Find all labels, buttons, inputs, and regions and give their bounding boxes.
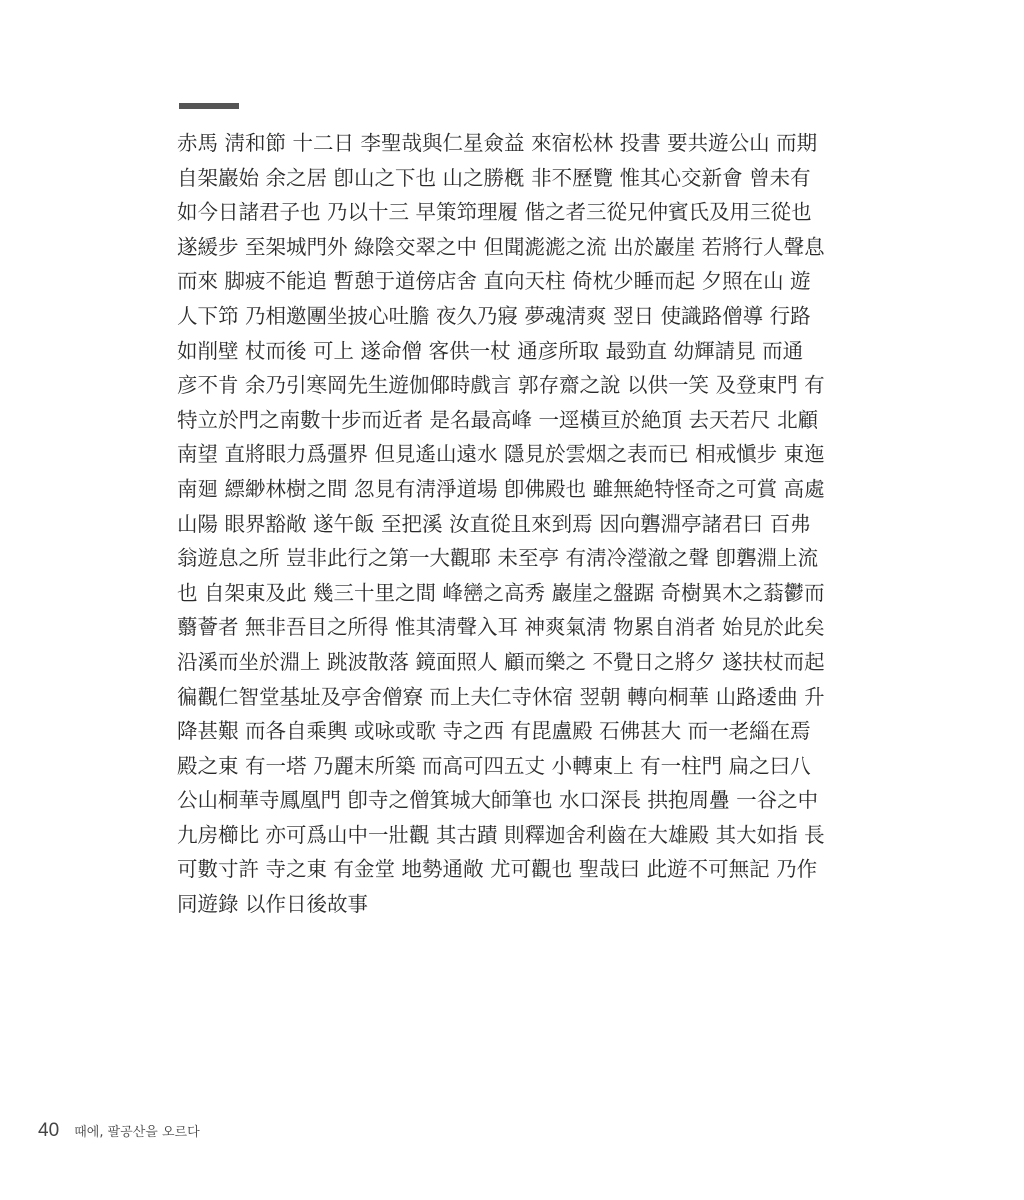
text-line: 如今日諸君子也 乃以十三 早策笻理履 偕之者三從兄仲賓氏及用三從也 [177,200,812,225]
text-line: 九房櫛比 亦可爲山中一壯觀 其古蹟 則釋迦舍利齒在大雄殿 其大如指 長 [177,822,825,847]
page-number: 40 [38,1120,60,1141]
section-rule [179,103,239,109]
text-line: 特立於門之南數十步而近者 是名最高峰 一逕橫亘於絶頂 去天若尺 北顧 [177,407,819,432]
text-line: 也 自架東及此 幾三十里之間 峰巒之高秀 巖崖之盤踞 奇樹異木之蓊鬱而 [177,580,825,605]
text-line: 遂緩步 至架城門外 綠陰交翠之中 但聞滮滮之流 出於巖崖 若將行人聲息 [177,234,825,259]
text-line: 徧觀仁智堂基址及亭舍僧寮 而上夫仁寺休宿 翌朝 轉向桐華 山路逶曲 升 [177,684,825,709]
text-line: 可數寸許 寺之東 有金堂 地勢通敞 尤可觀也 聖哉曰 此遊不可無記 乃作 [177,857,818,882]
text-line: 同遊錄 以作日後故事 [177,892,369,917]
classical-chinese-text [177,126,877,922]
text-line: 自架巖始 余之居 卽山之下也 山之勝槪 非不歷覽 惟其心交新會 曾未有 [177,165,811,190]
text-line: 人下笻 乃相邀團坐披心吐膽 夜久乃寢 夢魂淸爽 翌日 使識路僧導 行路 [177,303,811,328]
text-line: 南望 直將眼力爲彊界 但見遙山遠水 隱見於雲烟之表而已 相戒愼步 東迤 [177,442,825,467]
text-line: 公山桐華寺鳳凰門 卽寺之僧箕城大師筆也 水口深長 拱抱周疊 一谷之中 [177,788,819,813]
text-line: 蘙薈者 無非吾目之所得 惟其淸聲入耳 神爽氣淸 物累自消者 始見於此矣 [177,615,825,640]
page-footer [38,1119,200,1143]
text-line: 沿溪而坐於淵上 跳波散落 鏡面照人 顧而樂之 不覺日之將夕 遂扶杖而起 [177,649,825,674]
text-line: 殿之東 有一塔 乃麗末所築 而高可四五丈 小轉東上 有一柱門 扁之曰八 [177,753,811,778]
running-title: 때에, 팔공산을 오르다 [74,1125,200,1140]
text-line: 山陽 眼界豁敞 遂午飯 至把溪 汝直從且來到焉 因向礱淵亭諸君曰 百弗 [177,511,811,536]
text-line: 南廻 縹緲林樹之間 忽見有淸淨道場 卽佛殿也 雖無絶特怪奇之可賞 高處 [177,476,825,501]
text-line: 而來 脚疲不能追 暫憩于道傍店舍 直向天柱 倚枕少睡而起 夕照在山 遊 [177,269,811,294]
text-line: 彦不肯 余乃引寒岡先生遊伽倻時戲言 郭存齋之說 以供一笑 及登東門 有 [177,373,825,398]
text-line: 降甚艱 而各自乘輿 或咏或歌 寺之西 有毘盧殿 石佛甚大 而一老緇在焉 [177,719,811,744]
text-line: 赤馬 淸和節 十二日 李聖哉與仁星僉益 來宿松林 投書 要共遊公山 而期 [177,131,818,155]
text-line: 翁遊息之所 豈非此行之第一大觀耶 未至亭 有淸冷瀅澈之聲 卽礱淵上流 [177,546,819,571]
text-line: 如削壁 杖而後 可上 遂命僧 客供一杖 通彦所取 最勁直 幼輝請見 而通 [177,338,804,363]
